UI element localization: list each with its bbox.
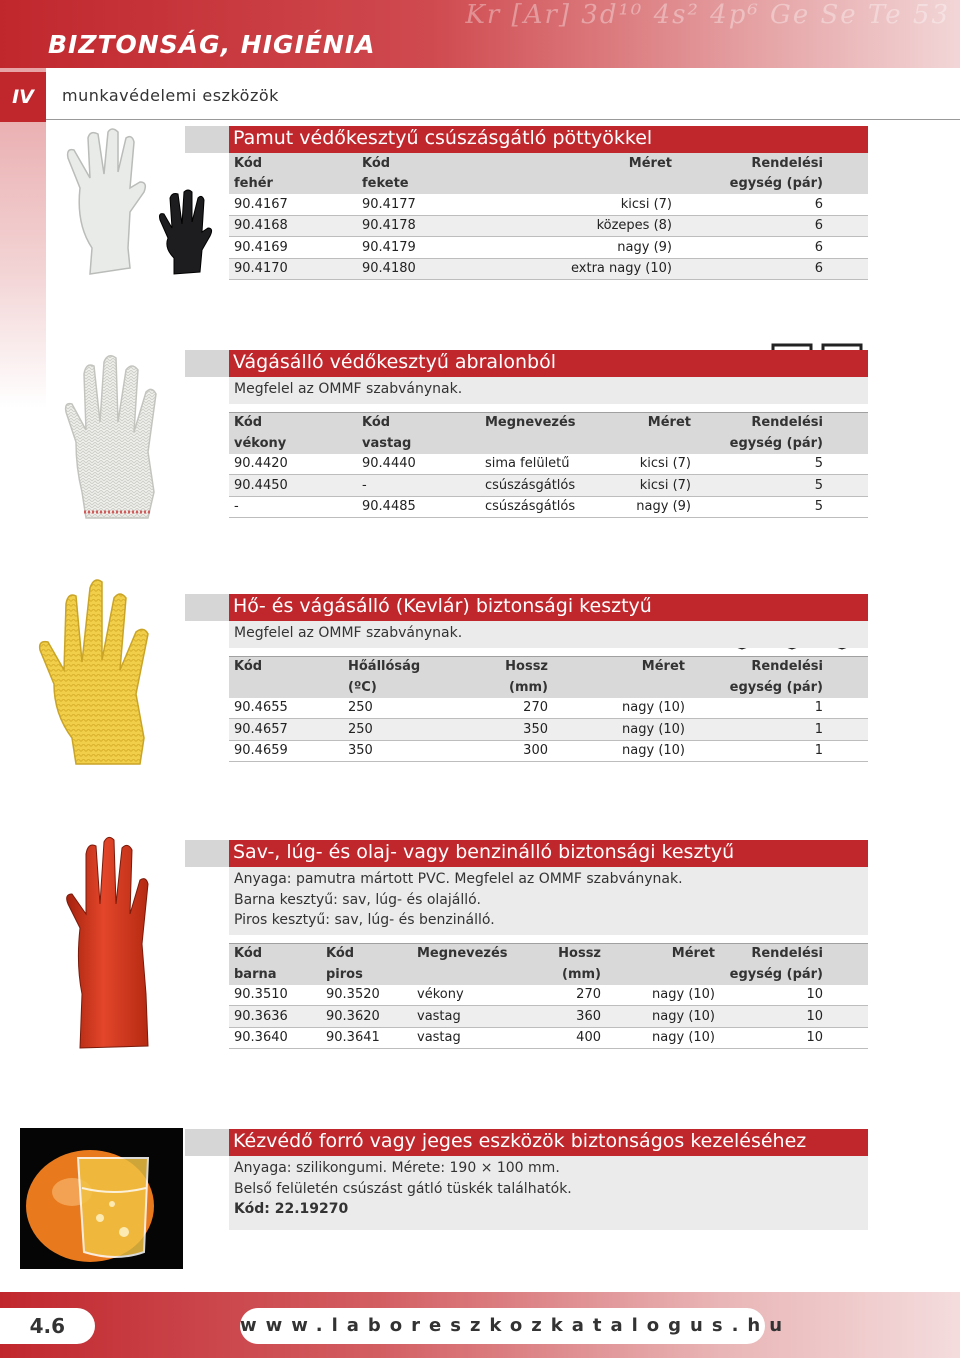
pvc-glove-image: [60, 834, 155, 1054]
product-table: [229, 657, 868, 763]
table-header-row: Kód Hőállóság Hossz Méret Rendelési: [229, 657, 868, 678]
table-row: 90.4657 250 350 nagy (10) 1: [229, 719, 868, 741]
section-description: Megfelel az OMMF szabványnak.: [229, 621, 868, 648]
table-row: 90.4169 90.4179 nagy (9) 6: [229, 237, 868, 259]
silicone-grip-image: [20, 1128, 183, 1269]
table-row: - 90.4485 csúszásgátlós nagy (9) 5: [229, 496, 868, 518]
product-table: [229, 944, 868, 1050]
section-description: Megfelel az OMMF szabványnak.: [229, 377, 868, 404]
page-number: 4.6: [0, 1308, 95, 1344]
section-title: Pamut védőkesztyű csúszásgátló pöttyökkel: [233, 127, 653, 149]
product-table: [229, 413, 868, 519]
chapter-subtitle: munkavédelemi eszközök: [62, 86, 279, 105]
section-cut-resistant-glove: [185, 350, 868, 518]
product-table: [229, 153, 868, 280]
section-title-bar: [185, 840, 868, 867]
kevlar-glove-image: [36, 574, 161, 768]
chemistry-decoration: Kr [Ar] 3d¹⁰ 4s² 4p⁶ Ge Se Te 53: [465, 0, 950, 30]
website-link[interactable]: www.laboreszkozkatalogus.hu: [240, 1308, 765, 1344]
page-header: [0, 0, 960, 68]
table-header-row: Kód Kód Megnevezés Méret Rendelési: [229, 413, 868, 434]
product-code: Kód: 22.19270: [234, 1201, 349, 1217]
section-title: Sav-, lúg- és olaj- vagy benzinálló biztonsági kesztyű: [233, 841, 735, 863]
table-header-row: (ºC) (mm) egység (pár): [229, 677, 868, 698]
table-row: 90.4170 90.4180 extra nagy (10) 6: [229, 258, 868, 280]
page-title: BIZTONSÁG, HIGIÉNIA: [48, 30, 376, 59]
section-title-bar: [185, 126, 868, 153]
section-kevlar-glove: [185, 594, 868, 762]
table-header-row: Kód Kód Megnevezés Hossz Méret Rendelési: [229, 944, 868, 965]
table-header-row: Kód Kód Méret Rendelési: [229, 153, 868, 174]
section-title-bar: [185, 1129, 868, 1156]
table-header-row: vékony vastag egység (pár): [229, 433, 868, 454]
section-cotton-glove: [185, 126, 868, 280]
table-row: 90.4168 90.4178 közepes (8) 6: [229, 215, 868, 237]
section-title-bar: [185, 350, 868, 377]
section-description: Anyaga: szilikongumi. Mérete: 190 × 100 mm. Belső felületén csúszást gátló tüskék találhatók. Kód: 22.19270: [229, 1156, 868, 1230]
table-header-row: barna piros (mm) egység (pár): [229, 964, 868, 985]
table-row: 90.3510 90.3520 vékony 270 nagy (10) 10: [229, 985, 868, 1006]
section-silicone-grip: [185, 1129, 868, 1230]
section-description: Anyaga: pamutra mártott PVC. Megfelel az OMMF szabványnak. Barna kesztyű: sav, lúg- és olajálló. Piros kesztyű: sav, lúg- és benzinálló.: [229, 867, 868, 935]
table-header-row: fehér fekete egység (pár): [229, 174, 868, 195]
knit-glove-image: [62, 352, 167, 524]
section-title: Vágásálló védőkesztyű abralonból: [233, 351, 556, 373]
table-row: 90.4659 350 300 nagy (10) 1: [229, 740, 868, 762]
table-row: 90.3640 90.3641 vastag 400 nagy (10) 10: [229, 1027, 868, 1049]
section-title: Kézvédő forró vagy jeges eszközök biztonságos kezeléséhez: [233, 1130, 807, 1152]
section-title-bar: [185, 594, 868, 621]
table-row: 90.3636 90.3620 vastag 360 nagy (10) 10: [229, 1006, 868, 1028]
table-row: 90.4655 250 270 nagy (10) 1: [229, 698, 868, 719]
section-chemical-glove: [185, 840, 868, 1049]
table-row: 90.4167 90.4177 kicsi (7) 6: [229, 194, 868, 215]
section-title: Hő- és vágásálló (Kevlár) biztonsági kesztyű: [233, 595, 652, 617]
header-divider: [46, 119, 960, 120]
table-row: 90.4420 90.4440 sima felületű kicsi (7) 5: [229, 454, 868, 475]
table-row: 90.4450 - csúszásgátlós kicsi (7) 5: [229, 475, 868, 497]
chapter-number: IV: [0, 72, 46, 122]
